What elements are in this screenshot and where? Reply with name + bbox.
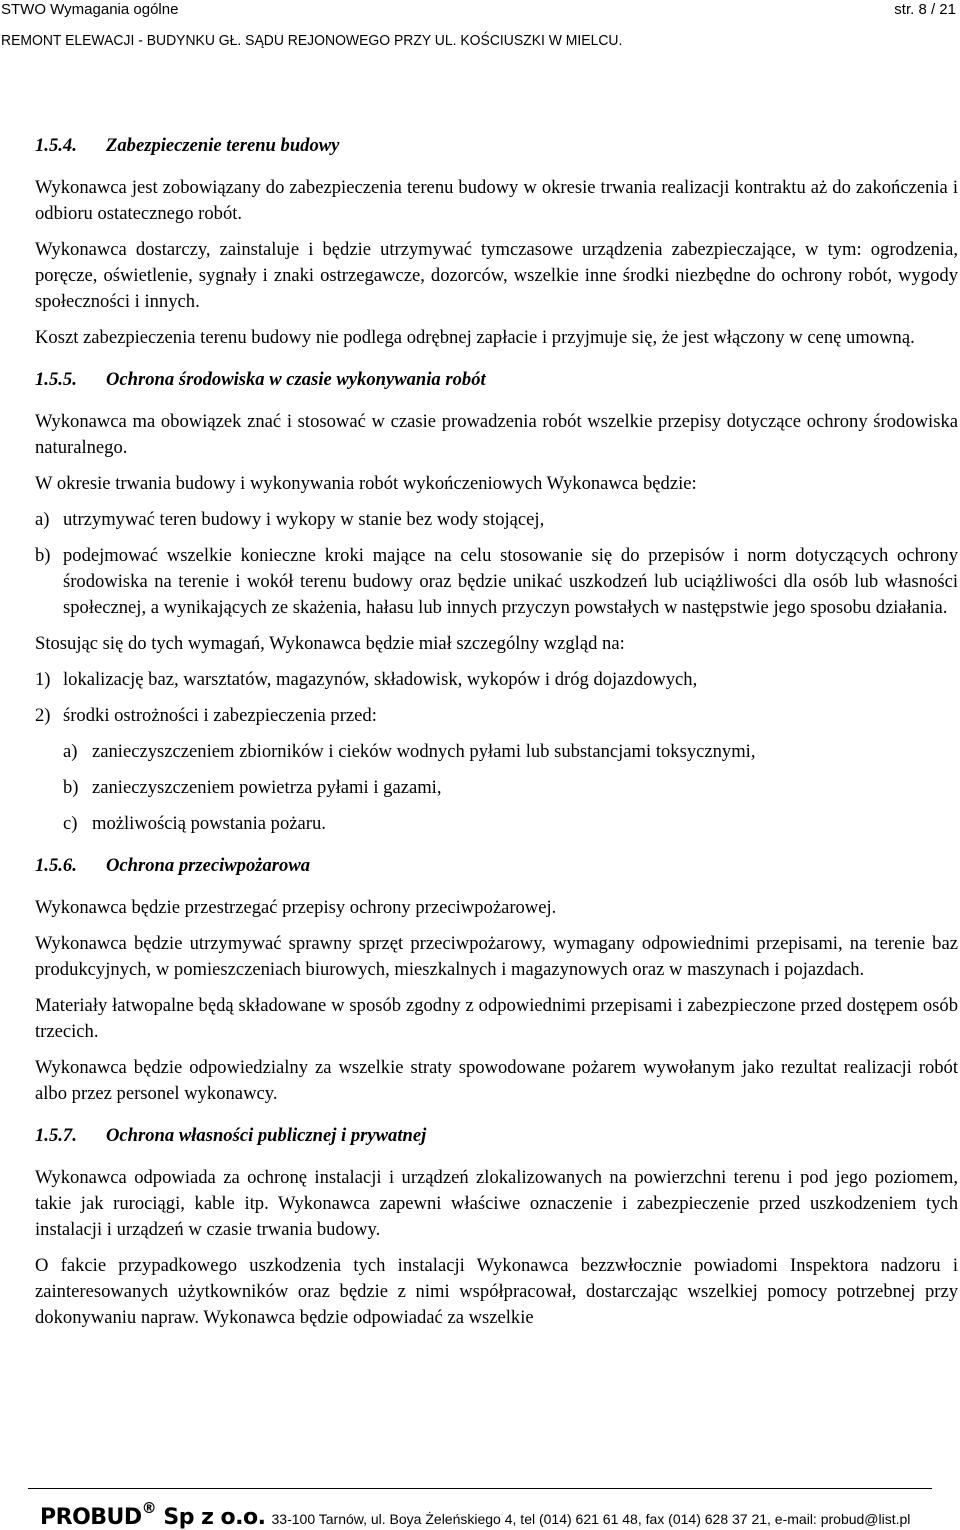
section-heading-155 xyxy=(35,367,958,393)
paragraph: Wykonawca będzie odpowiedzialny za wszelkie straty spowodowane pożarem wywołanym jako rezultat realizacji robót albo przez personel wykonawcy. xyxy=(35,1057,958,1104)
section-title: Ochrona przeciwpożarowa xyxy=(106,855,311,876)
list-item: 1) lokalizację baz, warsztatów, magazynów, składowisk, wykopów i dróg dojazdowych, xyxy=(35,667,958,693)
list-marker: 2) xyxy=(35,705,51,726)
document-body xyxy=(35,133,958,1331)
running-header xyxy=(0,0,960,20)
list-marker: a) xyxy=(63,741,78,762)
company-logo: PROBUD® Sp z o.o. xyxy=(40,1499,266,1530)
section-number: 1.5.5. xyxy=(35,369,77,390)
sub-list-item: b) zanieczyszczeniem powietrza pyłami i gazami, xyxy=(35,775,958,801)
footer-divider xyxy=(28,1488,932,1489)
section-number: 1.5.4. xyxy=(35,135,77,156)
paragraph: O fakcie przypadkowego uszkodzenia tych instalacji Wykonawca bezzwłocznie powiadomi Inspektora nadzoru i zainteresowanych użytkowników oraz będzie z nimi współpracował, dostarczając wszelkiej pomocy potrzebnej przy dokonywaniu napraw. Wykonawca będzie odpowiadać za wszelkie xyxy=(35,1255,958,1328)
document-title: STWO Wymagania ogólne xyxy=(1,1,179,18)
sub-list-item: a) zanieczyszczeniem zbiorników i cieków wodnych pyłami lub substancjami toksycznymi, xyxy=(35,739,958,765)
section-title: Ochrona własności publicznej i prywatnej xyxy=(106,1125,427,1146)
list-marker: c) xyxy=(63,813,78,834)
section-heading-156 xyxy=(35,853,958,879)
list-item: a) utrzymywać teren budowy i wykopy w stanie bez wody stojącej, xyxy=(35,507,958,533)
section-number: 1.5.7. xyxy=(35,1125,77,1146)
section-heading-157 xyxy=(35,1123,958,1149)
section-title: Ochrona środowiska w czasie wykonywania robót xyxy=(106,369,486,390)
list-marker: b) xyxy=(35,545,51,566)
list-marker: a) xyxy=(35,509,50,530)
paragraph: W okresie trwania budowy i wykonywania robót wykończeniowych Wykonawca będzie: xyxy=(35,473,697,494)
paragraph: Materiały łatwopalne będą składowane w sposób zgodny z odpowiednimi przepisami i zabezpieczone przed dostępem osób trzecich. xyxy=(35,995,958,1042)
company-address: 33-100 Tarnów, ul. Boya Żeleńskiego 4, tel (014) 621 61 48, fax (014) 628 37 21, e-mail: probud@list.pl xyxy=(271,1511,911,1528)
section-number: 1.5.6. xyxy=(35,855,77,876)
list-marker: 1) xyxy=(35,669,51,690)
paragraph: Wykonawca ma obowiązek znać i stosować w czasie prowadzenia robót wszelkie przepisy dotyczące ochrony środowiska naturalnego. xyxy=(35,411,958,458)
paragraph: Wykonawca będzie utrzymywać sprawny sprzęt przeciwpożarowy, wymagany odpowiednimi przepisami, na terenie baz produkcyjnych, w pomieszczeniach biurowych, mieszkalnych i magazynowych oraz w maszynach i pojazdach. xyxy=(35,933,958,980)
paragraph: Stosując się do tych wymagań, Wykonawca będzie miał szczególny wzgląd na: xyxy=(35,633,625,654)
section-heading-154 xyxy=(35,133,958,159)
paragraph: Wykonawca dostarczy, zainstaluje i będzie utrzymywać tymczasowe urządzenia zabezpieczające, w tym: ogrodzenia, poręcze, oświetlenie, sygnały i znaki ostrzegawcze, dozorców, wszelkie inne środki niezbędne do ochrony robót, wygody społeczności i innych. xyxy=(35,239,958,312)
list-item: 2) środki ostrożności i zabezpieczenia przed: xyxy=(35,703,958,729)
paragraph: Wykonawca będzie przestrzegać przepisy ochrony przeciwpożarowej. xyxy=(35,897,557,918)
paragraph: Wykonawca odpowiada za ochronę instalacji i urządzeń zlokalizowanych na powierzchni terenu i pod jego poziomem, takie jak rurociągi, kable itp. Wykonawca zapewni właściwe oznaczenie i zabezpieczenie przed uszkodzeniem tych instalacji i urządzeń w czasie trwania budowy. xyxy=(35,1167,958,1240)
project-title: REMONT ELEWACJI - BUDYNKU GŁ. SĄDU REJONOWEGO PRZY UL. KOŚCIUSZKI W MIELCU. xyxy=(1,32,623,49)
section-title: Zabezpieczenie terenu budowy xyxy=(106,135,340,156)
page-number: str. 8 / 21 xyxy=(894,1,956,18)
paragraph: Koszt zabezpieczenia terenu budowy nie podlega odrębnej zapłacie i przyjmuje się, że jest włączony w cenę umowną. xyxy=(35,327,915,348)
paragraph: Wykonawca jest zobowiązany do zabezpieczenia terenu budowy w okresie trwania realizacji kontraktu aż do zakończenia i odbioru ostatecznego robót. xyxy=(35,177,958,224)
list-item: b) podejmować wszelkie konieczne kroki mające na celu stosowanie się do przepisów i norm dotyczących ochrony środowiska na terenie i wokół terenu budowy oraz będzie unikać uszkodzeń lub uciążliwości dla osób lub własności społecznej, a wynikających ze skażenia, hałasu lub innych przyczyn powstałych w następstwie jego sposobu działania. xyxy=(35,545,958,618)
list-marker: b) xyxy=(63,777,79,798)
sub-list-item: c) możliwością powstania pożaru. xyxy=(35,811,958,837)
